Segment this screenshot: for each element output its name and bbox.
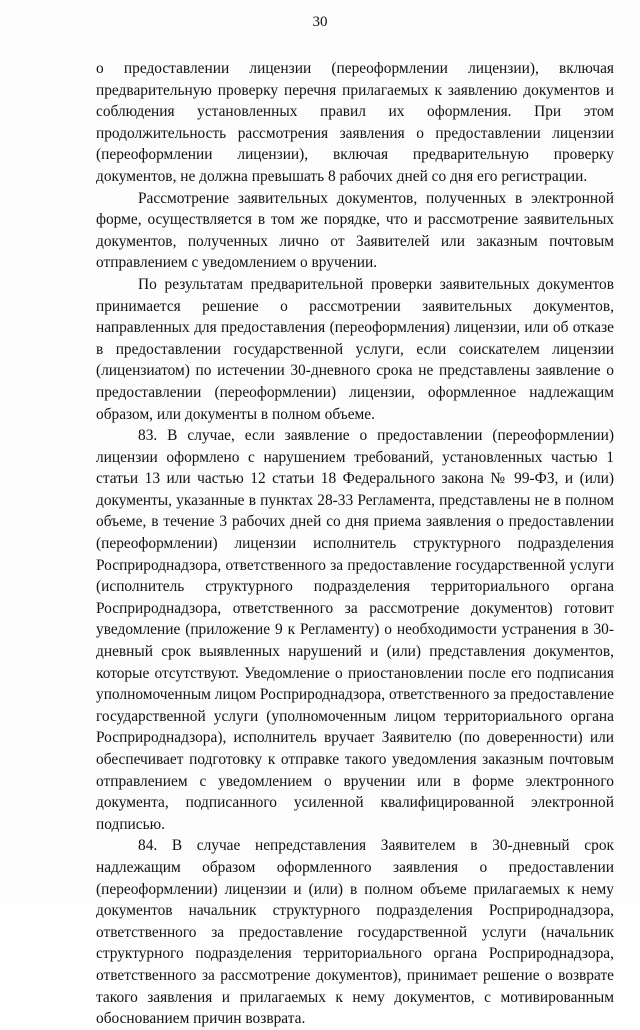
document-body [96, 58, 614, 1030]
paragraph-83: 83. В случае, если заявление о предоставлении (переоформлении) лицензии оформлено с нарушением требований, установленных частью 1 статьи 13 или частью 12 статьи 18 Федерального закона № 99-ФЗ, и (или) документы, указанные в пунктах 28-33 Регламента, представлены не в полном объеме, в течение 3 рабочих дней со дня приема заявления о предоставлении (переоформлении) лицензии исполнитель структурного подразделения Росприроднадзора, ответственного за предоставление государственной услуги (исполнитель структурного подразделения территориального органа Росприроднадзора, ответственного за рассмотрение документов) готовит уведомление (приложение 9 к Регламенту) о необходимости устранения в 30-дневный срок выявленных нарушений и (или) представления документов, которые отсутствуют. Уведомление о приостановлении после его подписания уполномоченным лицом Росприроднадзора, ответственного за предоставление государственной услуги (уполномоченным лицом территориального органа Росприроднадзора), исполнитель вручает Заявителю (по доверенности) или обеспечивает подготовку к отправке такого уведомления заказным почтовым отправлением с уведомлением о вручении или в форме электронного документа, подписанного усиленной квалифицированной электронной подписью. [96, 427, 614, 833]
paragraph-84: 84. В случае непредставления Заявителем в 30-дневный срок надлежащим образом оформленного заявления о предоставлении (переоформлении) лицензии и (или) в полном объеме прилагаемых к нему документов начальник структурного подразделения Росприроднадзора, ответственного за предоставление государственной услуги (начальник структурного подразделения территориального органа Росприроднадзора, ответственного за рассмотрение документов), принимает решение о возврате такого заявления и прилагаемых к нему документов, с мотивированным обоснованием причин возврата. [96, 837, 614, 1028]
paragraph-preliminary-check: По результатам предварительной проверки заявительных документов принимается решение о рассмотрении заявительных документов, направленных для предоставления (переоформления) лицензии, или об отказе в предоставлении государственной услуги, если соискателем лицензии (лицензиатом) по истечении 30-дневного срока не представлены заявление о предоставлении (переоформлении) лицензии, оформленное надлежащим образом, или документы в полном объеме. [96, 275, 614, 423]
paragraph-continuation: о предоставлении лицензии (переоформлении лицензии), включая предварительную проверку перечня прилагаемых к заявлению документов и соблюдения установленных правил их оформления. При этом продолжительность рассмотрения заявления о предоставлении лицензии (переоформлении лицензии), включая предварительную проверку документов, не должна превышать 8 рабочих дней со дня его регистрации. [96, 60, 614, 185]
paragraph-electronic-documents: Рассмотрение заявительных документов, полученных в электронной форме, осуществляется в том же порядке, что и рассмотрение заявительных документов, полученных лично от Заявителей или заказным почтовым отправлением с уведомлением о вручении. [96, 189, 614, 272]
page-number: 30 [312, 14, 328, 30]
